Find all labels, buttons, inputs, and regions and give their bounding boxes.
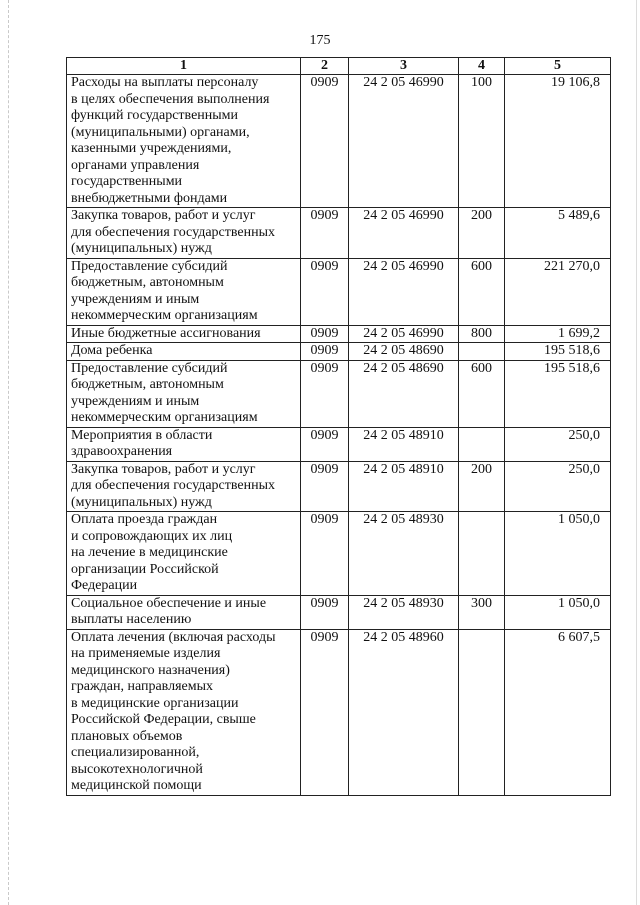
amount-cell: 6 607,5 [505, 629, 611, 795]
expense-name-line: Социальное обеспечение и иные [71, 595, 267, 611]
amount-cell: 195 518,6 [505, 343, 611, 361]
expense-name-line: здравоохранения [71, 444, 173, 459]
scan-edge-left [8, 0, 10, 905]
expense-name-line: в медицинские организации [71, 695, 239, 711]
table-row [67, 343, 611, 361]
target-article-cell: 24 2 05 46990 [349, 258, 459, 325]
table-row [67, 75, 611, 208]
expense-name-line: в целях обеспечения выполнения [71, 91, 270, 107]
table-row [67, 360, 611, 427]
expense-name-line: некоммерческим организациям [71, 410, 258, 425]
section-code-cell: 0909 [301, 360, 349, 427]
expense-name-line: Оплата лечения (включая расходы [71, 629, 276, 645]
expense-name-line: (муниципальных) нужд [71, 494, 212, 510]
expense-name-line: выплаты населению [71, 612, 192, 627]
header-col-3: 3 [349, 58, 459, 75]
expense-name-line: государственными [71, 174, 183, 189]
section-code-cell: 0909 [301, 258, 349, 325]
expense-type-cell: 200 [459, 461, 505, 512]
expense-name-cell [67, 461, 301, 512]
target-article-cell: 24 2 05 46990 [349, 208, 459, 259]
page-number: 175 [309, 33, 331, 48]
expense-type-cell: 600 [459, 360, 505, 427]
expense-name-line: Российской Федерации, свыше [71, 712, 256, 727]
table-body [67, 75, 611, 796]
expense-name-line: бюджетным, автономным [71, 377, 224, 392]
expense-type-cell: 100 [459, 75, 505, 208]
header-col-2: 2 [301, 58, 349, 75]
expense-name-cell [67, 360, 301, 427]
expense-name-cell [67, 258, 301, 325]
target-article-cell: 24 2 05 48930 [349, 512, 459, 596]
expense-name-cell [67, 208, 301, 259]
expense-type-cell: 300 [459, 595, 505, 629]
expense-name-line: граждан, направляемых [71, 679, 214, 694]
expense-name-line: Закупка товаров, работ и услуг [71, 208, 256, 223]
amount-cell: 195 518,6 [505, 360, 611, 427]
expense-type-cell: 800 [459, 325, 505, 343]
header-col-1: 1 [67, 58, 301, 75]
expense-name-line: для обеспечения государственных [71, 478, 275, 493]
scan-edge-right [636, 0, 638, 905]
expense-type-cell [459, 629, 505, 795]
expense-name-line: Мероприятия в области [71, 427, 213, 443]
expense-name-cell [67, 595, 301, 629]
expense-name-cell [67, 629, 301, 795]
amount-cell: 250,0 [505, 427, 611, 461]
expense-name-cell [67, 325, 301, 343]
header-col-5: 5 [505, 58, 611, 75]
expense-name-line: Иные бюджетные ассигнования [71, 325, 261, 341]
expense-name-line: органами управления [71, 157, 200, 173]
amount-cell: 250,0 [505, 461, 611, 512]
expense-name-line: высокотехнологичной [71, 761, 203, 777]
section-code-cell: 0909 [301, 343, 349, 361]
section-code-cell: 0909 [301, 427, 349, 461]
amount-cell: 1 050,0 [505, 512, 611, 596]
target-article-cell: 24 2 05 48690 [349, 343, 459, 361]
expense-type-cell: 600 [459, 258, 505, 325]
expense-name-line: бюджетным, автономным [71, 275, 224, 290]
target-article-cell: 24 2 05 48910 [349, 461, 459, 512]
target-article-cell: 24 2 05 46990 [349, 325, 459, 343]
table-row [67, 595, 611, 629]
expense-name-line: Предоставление субсидий [71, 258, 228, 274]
section-code-cell: 0909 [301, 75, 349, 208]
table-row [67, 629, 611, 795]
expense-type-cell [459, 512, 505, 596]
amount-cell: 1 050,0 [505, 595, 611, 629]
section-code-cell: 0909 [301, 208, 349, 259]
amount-cell: 221 270,0 [505, 258, 611, 325]
expense-name-cell [67, 512, 301, 596]
amount-cell: 5 489,6 [505, 208, 611, 259]
expense-type-cell [459, 343, 505, 361]
expense-type-cell: 200 [459, 208, 505, 259]
header-col-4: 4 [459, 58, 505, 75]
expense-name-line: на лечение в медицинские [71, 545, 228, 560]
section-code-cell: 0909 [301, 629, 349, 795]
expense-name-line: Расходы на выплаты персоналу [71, 75, 259, 90]
expense-name-line: учреждениям и иным [71, 291, 200, 307]
expense-name-line: Закупка товаров, работ и услуг [71, 461, 256, 477]
expense-name-line: медицинского назначения) [71, 662, 230, 678]
table-row [67, 325, 611, 343]
expense-type-cell [459, 427, 505, 461]
expense-name-line: для обеспечения государственных [71, 224, 275, 240]
target-article-cell: 24 2 05 48960 [349, 629, 459, 795]
expense-name-line: Оплата проезда граждан [71, 512, 218, 527]
target-article-cell: 24 2 05 48930 [349, 595, 459, 629]
amount-cell: 19 106,8 [505, 75, 611, 208]
table-row [67, 258, 611, 325]
expense-name-line: (муниципальными) органами, [71, 124, 250, 140]
expense-name-line: организации Российской [71, 561, 219, 577]
table-row [67, 512, 611, 596]
budget-table [66, 57, 611, 796]
expense-name-line: медицинской помощи [71, 778, 202, 793]
expense-name-cell [67, 427, 301, 461]
target-article-cell: 24 2 05 48690 [349, 360, 459, 427]
expense-name-line: внебюджетными фондами [71, 190, 228, 206]
table-row [67, 208, 611, 259]
expense-name-cell [67, 75, 301, 208]
expense-name-cell [67, 343, 301, 361]
table-row [67, 427, 611, 461]
expense-name-line: Дома ребенка [71, 343, 153, 358]
section-code-cell: 0909 [301, 461, 349, 512]
expense-name-line: Федерации [71, 578, 138, 593]
target-article-cell: 24 2 05 46990 [349, 75, 459, 208]
expense-name-line: и сопровождающих их лиц [71, 528, 233, 544]
section-code-cell: 0909 [301, 325, 349, 343]
table-row [67, 461, 611, 512]
section-code-cell: 0909 [301, 595, 349, 629]
expense-name-line: учреждениям и иным [71, 393, 200, 409]
expense-name-line: на применяемые изделия [71, 646, 221, 661]
amount-cell: 1 699,2 [505, 325, 611, 343]
expense-name-line: специализированной, [71, 745, 200, 760]
target-article-cell: 24 2 05 48910 [349, 427, 459, 461]
expense-name-line: (муниципальных) нужд [71, 241, 212, 256]
table-header-row [67, 58, 611, 75]
expense-name-line: Предоставление субсидий [71, 360, 228, 376]
section-code-cell: 0909 [301, 512, 349, 596]
expense-name-line: некоммерческим организациям [71, 308, 258, 323]
expense-name-line: функций государственными [71, 108, 239, 123]
expense-name-line: казенными учреждениями, [71, 141, 232, 156]
expense-name-line: плановых объемов [71, 728, 183, 744]
